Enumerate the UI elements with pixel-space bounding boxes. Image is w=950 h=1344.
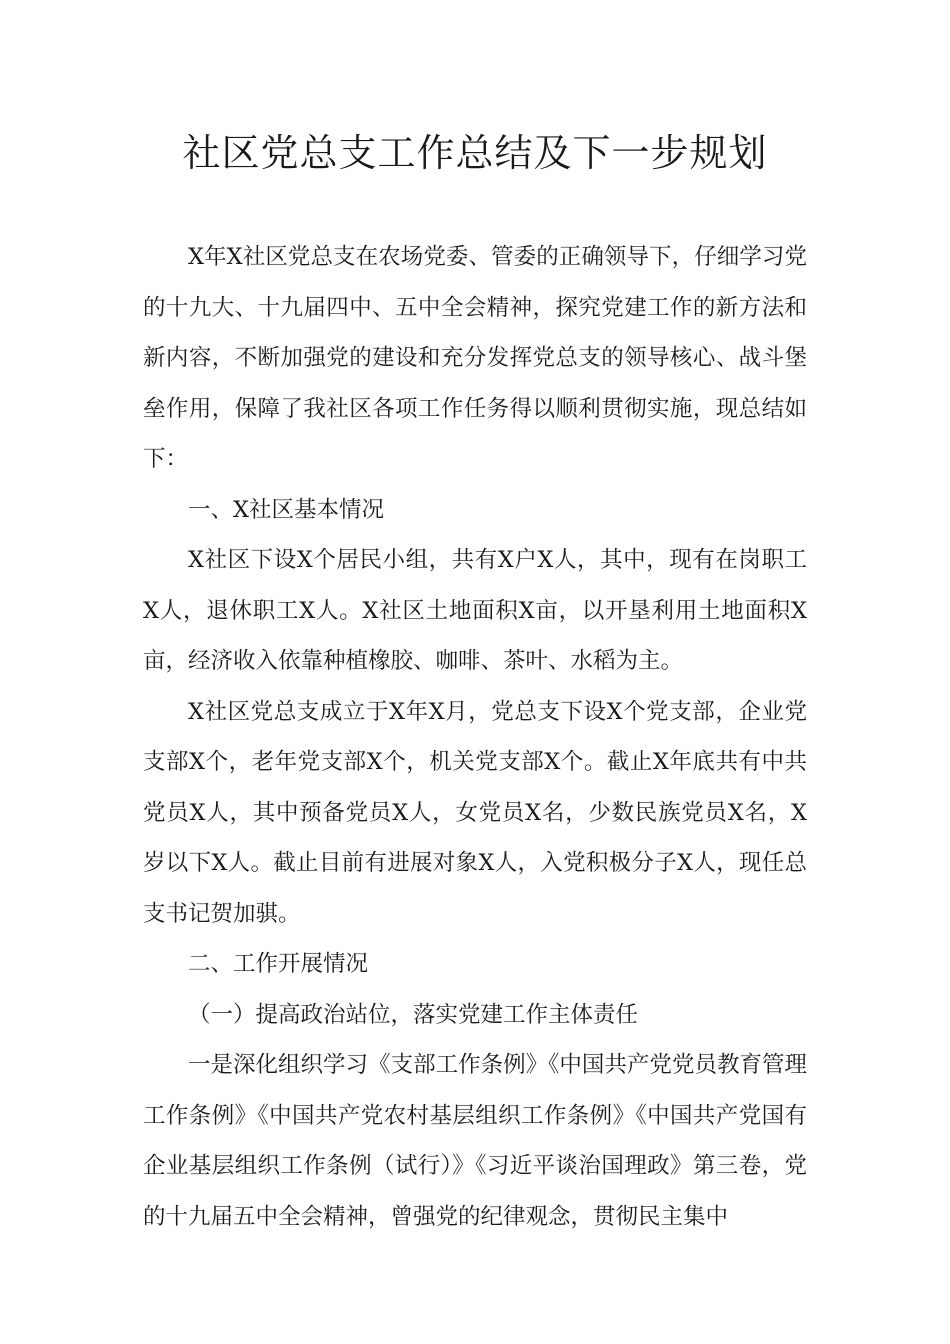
party-branch-paragraph: X社区党总支成立于X年X月，党总支下设X个党支部，企业党支部X个，老年党支部X个，机关党支部X个。截止X年底共有中共党员X人，其中预备党员X人，女党员X名，少数民族党员X名，X岁以下X人。截止目前有进展对象X人，入党积极分子X人，现任总支书记贺加骐。 — [143, 698, 807, 927]
document-body — [143, 232, 807, 1242]
study-regulations-paragraph: 一是深化组织学习《支部工作条例》《中国共产党党员教育管理工作条例》《中国共产党农村基层组织工作条例》《中国共产党国有企业基层组织工作条例（试行）》《习近平谈治国理政》第三卷，党的十九届五中全会精神，曾强党的纪律观念，贯彻民主集中 — [143, 1052, 807, 1230]
section-heading-work-progress: 二、工作开展情况 — [188, 951, 369, 977]
section-heading-basic-info: 一、X社区基本情况 — [188, 496, 385, 523]
document-title: 社区党总支工作总结及下一步规划 — [182, 131, 768, 175]
intro-paragraph: X年X社区党总支在农场党委、管委的正确领导下，仔细学习党的十九大、十九届四中、五中全会精神，探究党建工作的新方法和新内容，不断加强党的建设和充分发挥党总支的领导核心、战斗堡垒作用，保障了我社区各项工作任务得以顺利贯彻实施，现总结如下： — [143, 244, 807, 472]
community-overview-paragraph: X社区下设X个居民小组，共有X户X人，其中，现有在岗职工X人，退休职工X人。X社区土地面积X亩，以开垦利用土地面积X亩，经济收入依靠种植橡胶、咖啡、茶叶、水稻为主。 — [143, 547, 807, 674]
subsection-heading-political-stance: （一）提高政治站位，落实党建工作主体责任 — [188, 1001, 639, 1028]
